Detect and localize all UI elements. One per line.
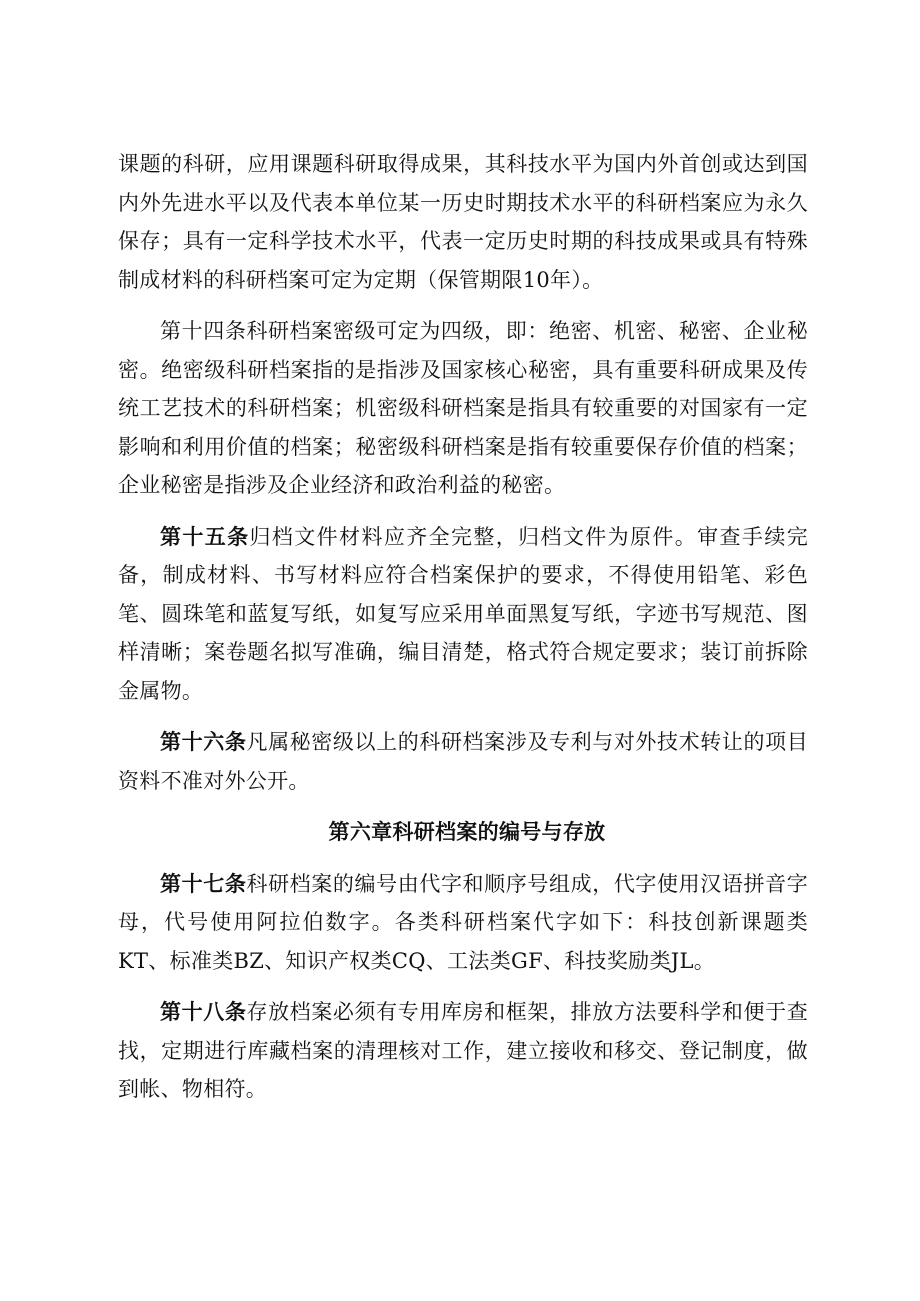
paragraph-article-16 bbox=[118, 723, 808, 800]
paragraph-text: 归档文件材料应齐全完整，归档文件为原件。审查手续完备，制成材料、书写材料应符合档案保护的要求，不得使用铅笔、彩色笔、圆珠笔和蓝复写纸，如复写应采用单面黑复写纸，字迹书写规范、图样清晰；案卷题名拟写准确，编目清楚，格式符合规定要求；装订前拆除金属物。 bbox=[118, 524, 808, 703]
paragraph-article-15 bbox=[118, 518, 808, 711]
paragraph-article-18 bbox=[118, 993, 808, 1109]
paragraph-text: 课题的科研，应用课题科研取得成果，其科技水平为国内外首创或达到国内外先进水平以及代表本单位某一历史时期技术水平的科研档案应为永久保存；具有一定科学技术水平，代表一定历史时期的科技成果或具有特殊制成材料的科研档案可定为定期（保管期限10年）。 bbox=[118, 152, 808, 292]
paragraph-article-17 bbox=[118, 865, 808, 981]
article-number: 第十五条 bbox=[160, 523, 250, 549]
paragraph-article-14 bbox=[118, 312, 808, 505]
paragraph-text: 第十四条科研档案密级可定为四级，即：绝密、机密、秘密、企业秘密。绝密级科研档案指的是指涉及国家核心秘密，具有重要科研成果及传统工艺技术的科研档案；机密级科研档案是指具有较重要的对国家有一定影响和利用价值的档案；秘密级科研档案是指有较重要保存价值的档案；企业秘密是指涉及企业经济和政治利益的秘密。 bbox=[118, 319, 808, 497]
paragraph-text: 凡属秘密级以上的科研档案涉及专利与对外技术转让的项目资料不准对外公开。 bbox=[118, 730, 808, 793]
paragraph-text: 存放档案必须有专用库房和框架，排放方法要科学和便于查找，定期进行库藏档案的清理核对工作，建立接收和移交、登记制度，做到帐、物相符。 bbox=[118, 1000, 808, 1101]
article-number: 第十八条 bbox=[160, 999, 247, 1024]
paragraph-text: 科研档案的编号由代字和顺序号组成，代字使用汉语拼音字母，代号使用阿拉伯数字。各类科研档案代字如下：科技创新课题类KT、标准类BZ、知识产权类CQ、工法类GF、科技奖励类JL。 bbox=[118, 871, 808, 973]
chapter-heading: 第六章科研档案的编号与存放 bbox=[328, 819, 606, 844]
article-number: 第十六条 bbox=[160, 729, 247, 754]
document-body bbox=[118, 145, 808, 1122]
paragraph-continuation bbox=[118, 145, 808, 299]
article-number: 第十七条 bbox=[160, 870, 247, 896]
